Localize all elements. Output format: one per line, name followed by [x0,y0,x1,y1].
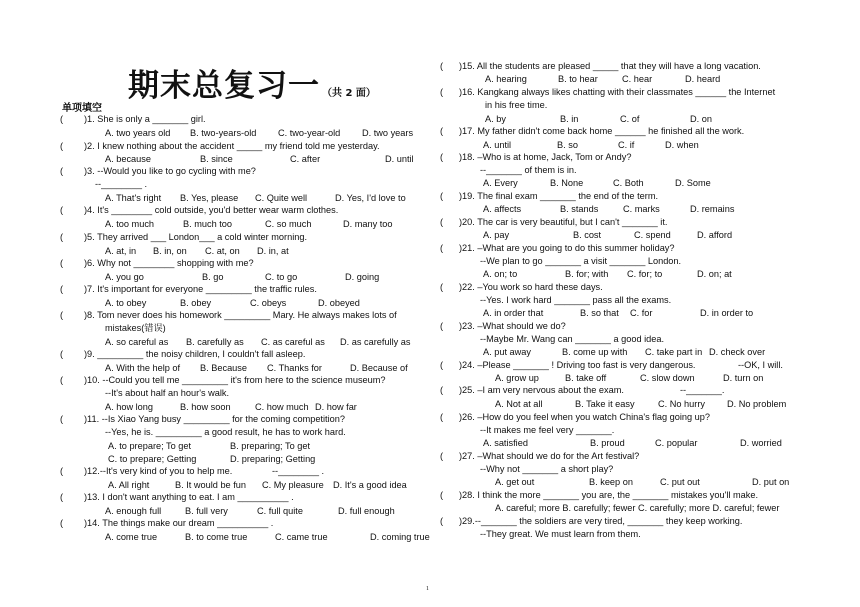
question-reply: --Yes. I work hard _______ pass all the exams. [480,295,672,305]
answer-blank-paren: ( [440,516,444,526]
answer-blank-paren: ( [60,375,64,385]
option-choice: D. remains [690,204,735,214]
answer-blank-paren: ( [440,282,444,292]
question-reply: --Yes, he is. _________ a good result, he has to work hard. [105,427,346,437]
option-choice: B. Because [200,363,247,373]
option-choice: C. came true [275,532,328,542]
option-choice: A. so careful as [105,337,169,347]
option-choice: D. in order to [700,308,754,318]
option-choice: D. on [690,114,712,124]
option-choice: B. much too [183,219,233,229]
answer-blank-paren: ( [440,152,444,162]
question-text: )17. My father didn't come back home ______ he finished all the work. [459,126,745,136]
question-reply: --_______. [680,385,725,395]
question-text: )22. –You work so hard these days. [459,282,603,292]
answer-blank-paren: ( [60,518,64,528]
question-text: )11. --Is Xiao Yang busy _________ for the coming competition? [84,414,345,424]
option-choice: D. how far [315,402,357,412]
option-choice: A. because [105,154,151,164]
option-choice: A. come true [105,532,158,542]
option-choice: D. It's a good idea [333,480,407,490]
option-choice: C. Both [613,178,644,188]
answer-blank-paren: ( [440,451,444,461]
answer-blank-paren: ( [440,360,444,370]
option-choice: D. check over [709,347,766,357]
answer-blank-paren: ( [60,258,64,268]
option-choice: A. by [485,114,506,124]
question-text: )12.--It's very kind of you to help me. [84,466,233,476]
option-choice: D. preparing; Getting [230,454,316,464]
option-choice: A. With the help of [105,363,181,373]
answer-blank-paren: ( [440,61,444,71]
question-text: )26. –How do you feel when you watch China's flag going up? [459,412,710,422]
option-choice: C. Thanks for [267,363,322,373]
question-text: )2. I knew nothing about the accident _____ my friend told me yesterday. [84,141,380,151]
answer-blank-paren: ( [60,232,64,242]
page-number: 1 [426,586,429,592]
option-choice: B. carefully as [186,337,244,347]
question-reply: --________ . [272,466,325,476]
option-choice: A. too much [105,219,155,229]
option-choice: C. Quite well [255,193,308,203]
option-choice: D. No problem [727,399,787,409]
option-choice: B. two-years-old [190,128,257,138]
option-choice: B. since [200,154,233,164]
option-choice: B. Yes, please [180,193,239,203]
answer-blank-paren: ( [440,412,444,422]
option-choice: B. to hear [558,74,598,84]
option-choice: A. put away [483,347,532,357]
question-text: )7. It's important for everyone _________ the traffic rules. [84,284,317,294]
option-choice: B. It would be fun [175,480,246,490]
option-choice: B. for; with [565,269,609,279]
option-choice: C. My pleasure [262,480,324,490]
option-choice: C. spend [634,230,671,240]
option-choice: B. None [550,178,584,188]
question-text: )29.--_______ the soldiers are very tired, _______ they keep working. [459,516,743,526]
option-choice: B. so [557,140,578,150]
option-choice: A. pay [483,230,510,240]
option-choice: D. on; at [697,269,732,279]
option-choice: C. slow down [640,373,695,383]
question-text: )3. --Would you like to go cycling with me? [84,166,256,176]
option-choice: D. until [385,154,414,164]
option-choice: C. so much [265,219,312,229]
question-text: )8. Tom never does his homework _________ Mary. He always makes lots of [84,310,397,320]
option-choice: D. Yes, I'd love to [335,193,406,203]
answer-blank-paren: ( [440,385,444,395]
question-text: )10. --Could you tell me _________ it's from here to the science museum? [84,375,386,385]
question-reply: --_______ of them is in. [480,165,577,175]
question-reply: --Maybe Mr. Wang can _______ a good idea. [480,334,665,344]
option-choice: D. worried [740,438,782,448]
question-options: A. careful; more B. carefully; fewer C. carefully; more D. careful; fewer [495,503,780,513]
question-reply: --They great. We must learn from them. [480,529,641,539]
question-reply: --________ . [95,179,148,189]
option-choice: B. come up with [562,347,628,357]
answer-blank-paren: ( [60,205,64,215]
option-choice: B. stands [560,204,599,214]
option-choice: C. for [630,308,653,318]
answer-blank-paren: ( [440,217,444,227]
option-choice: A. in order that [483,308,544,318]
option-choice: D. turn on [723,373,764,383]
option-choice: C. hear [622,74,653,84]
option-choice: B. keep on [589,477,633,487]
option-choice: C. if [618,140,635,150]
option-choice: B. so that [580,308,619,318]
option-choice: C. take part in [645,347,703,357]
option-choice: A. That's right [105,193,162,203]
option-choice: D. put on [752,477,790,487]
question-text: )14. The things make our dream __________ . [84,518,274,528]
option-choice: D. full enough [338,506,395,516]
answer-blank-paren: ( [60,466,64,476]
option-choice: A. how long [105,402,154,412]
option-choice: A. until [483,140,512,150]
option-choice: C. full quite [257,506,303,516]
question-reply: --It's about half an hour's walk. [105,388,230,398]
option-choice: B. cost [573,230,602,240]
option-choice: D. when [665,140,699,150]
answer-blank-paren: ( [60,114,64,124]
question-reply: --Why not _______ a short play? [480,464,614,474]
option-choice: D. obeyed [318,298,360,308]
option-choice: A. satisfied [483,438,528,448]
answer-blank-paren: ( [440,243,444,253]
section-heading: 单项填空 [62,103,102,114]
question-text: )18. –Who is at home, Jack, Tom or Andy? [459,152,632,162]
option-choice: C. No hurry [658,399,705,409]
option-choice: C. to go [265,272,298,282]
question-text: )20. The car is very beautiful, but I can't _______ it. [459,217,668,227]
answer-blank-paren: ( [60,414,64,424]
question-reply: --It makes me feel very _______. [480,425,615,435]
option-choice: C. two-year-old [278,128,341,138]
option-choice: C. to prepare; Getting [108,454,197,464]
option-choice: B. Take it easy [575,399,635,409]
option-choice: A. at, in [105,246,137,256]
option-choice: C. for; to [627,269,663,279]
option-choice: B. obey [180,298,212,308]
question-text: )28. I think the more _______ you are, the _______ mistakes you'll make. [459,490,758,500]
option-choice: C. as careful as [261,337,325,347]
answer-blank-paren: ( [440,87,444,97]
option-choice: B. go [202,272,224,282]
option-choice: D. Some [675,178,711,188]
option-choice: C. at, on [205,246,240,256]
answer-blank-paren: ( [60,492,64,502]
answer-blank-paren: ( [440,321,444,331]
option-choice: A. to obey [105,298,147,308]
answer-blank-paren: ( [60,141,64,151]
question-reply: --OK, I will. [738,360,783,370]
question-reply: mistakes(错误) [105,323,166,333]
answer-blank-paren: ( [60,349,64,359]
option-choice: C. marks [623,204,660,214]
option-choice: B. preparing; To get [230,441,311,451]
option-choice: D. afford [697,230,733,240]
option-choice: B. full very [185,506,228,516]
option-choice: B. in [560,114,579,124]
question-text: )9. _________ the noisy children, I couldn't fall asleep. [84,349,306,359]
question-text: )27. –What should we do for the Art festival? [459,451,640,461]
option-choice: C. put out [660,477,700,487]
option-choice: A. two years old [105,128,171,138]
option-choice: D. coming true [370,532,430,542]
option-choice: A. enough full [105,506,162,516]
option-choice: D. in, at [257,246,289,256]
option-choice: D. two years [362,128,414,138]
question-text: )19. The final exam _______ the end of the term. [459,191,659,201]
option-choice: A. you go [105,272,144,282]
answer-blank-paren: ( [440,191,444,201]
option-choice: D. heard [685,74,721,84]
answer-blank-paren: ( [60,310,64,320]
title-main: 期末总复习一 [128,68,320,104]
question-text: )25. –I am very nervous about the exam. [459,385,624,395]
option-choice: C. after [290,154,321,164]
question-text: )23. –What should we do? [459,321,566,331]
option-choice: C. popular [655,438,698,448]
question-text: )24. –Please _______ ! Driving too fast is very dangerous. [459,360,696,370]
answer-blank-paren: ( [440,490,444,500]
option-choice: A. Not at all [495,399,543,409]
option-choice: B. to come true [185,532,248,542]
option-choice: B. in, on [153,246,187,256]
option-choice: A. on; to [483,269,518,279]
option-choice: D. Because of [350,363,408,373]
option-choice: B. take off [565,373,607,383]
option-choice: C. how much [255,402,309,412]
answer-blank-paren: ( [440,126,444,136]
page-title [128,60,376,104]
answer-blank-paren: ( [60,284,64,294]
question-text: )1. She is only a _______ girl. [84,114,206,124]
option-choice: A. Every [483,178,518,188]
option-choice: D. going [345,272,380,282]
question-text: )4. It's ________ cold outside, you'd better wear warm clothes. [84,205,339,215]
option-choice: D. many too [343,219,393,229]
question-text: )6. Why not ________ shopping with me? [84,258,254,268]
option-choice: D. as carefully as [340,337,411,347]
option-choice: B. proud [590,438,625,448]
title-sub: （共 2 面） [322,88,376,99]
question-reply: in his free time. [485,100,548,110]
answer-blank-paren: ( [60,166,64,176]
option-choice: A. grow up [495,373,539,383]
option-choice: A. affects [483,204,522,214]
option-choice: A. All right [108,480,150,490]
option-choice: B. how soon [180,402,231,412]
question-text: )13. I don't want anything to eat. I am __________ . [84,492,294,502]
option-choice: A. to prepare; To get [108,441,192,451]
question-text: )21. –What are you going to do this summer holiday? [459,243,675,253]
question-reply: --We plan to go _______ a visit _______ London. [480,256,682,266]
question-text: )5. They arrived ___ London___ a cold winter morning. [84,232,308,242]
option-choice: C. of [620,114,640,124]
option-choice: C. obeys [250,298,287,308]
option-choice: A. get out [495,477,535,487]
option-choice: A. hearing [485,74,527,84]
question-text: )15. All the students are pleased _____ that they will have a long vacation. [459,61,761,71]
question-text: )16. Kangkang always likes chatting with their classmates ______ the Internet [459,87,776,97]
